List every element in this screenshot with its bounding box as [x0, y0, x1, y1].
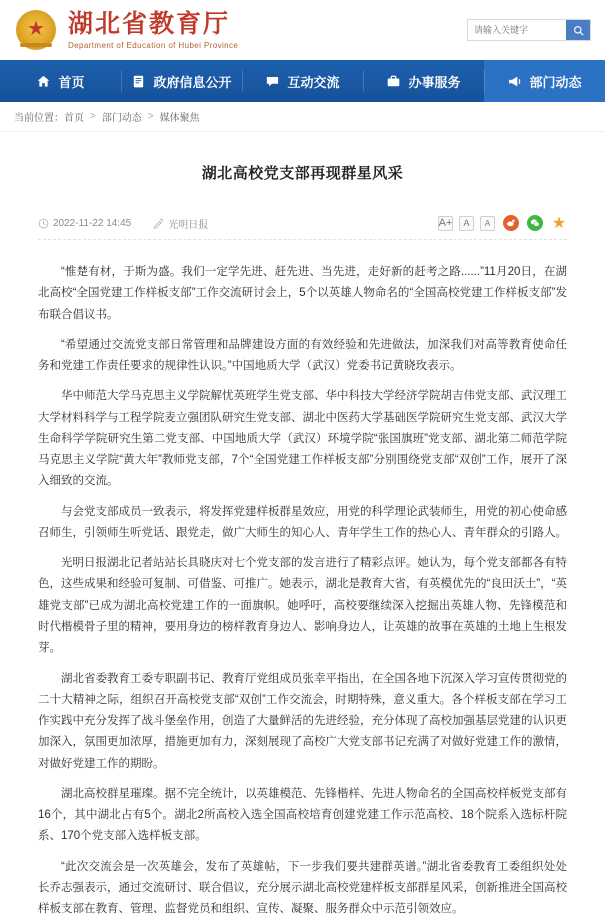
article-source-text: 光明日报 — [168, 219, 209, 231]
site-header — [0, 0, 605, 60]
breadcrumb-separator: > — [147, 111, 154, 122]
breadcrumb-separator: > — [90, 111, 96, 122]
nav-item-dept-news[interactable] — [484, 60, 605, 102]
nav-item-gov-info[interactable] — [121, 60, 242, 102]
site-title-cn: 湖北省教育厅 — [68, 9, 231, 39]
font-size-large-button[interactable]: A+ — [438, 217, 453, 229]
article-meta — [38, 215, 567, 240]
font-size-medium-button[interactable]: A — [459, 216, 474, 231]
breadcrumb-item-home[interactable]: 首页 — [64, 113, 84, 124]
nav-label: 首页 — [58, 74, 85, 90]
article-body — [38, 262, 567, 920]
nav-label: 政府信息公开 — [153, 74, 232, 90]
nav-item-services[interactable] — [363, 60, 484, 102]
font-size-small-button[interactable]: A — [480, 216, 495, 231]
main-navigation — [0, 60, 605, 102]
briefcase-icon — [386, 74, 401, 89]
article-paragraph: “此次交流会是一次英雄会，发布了英雄帖，下一步我们要共建群英谱。”湖北省委教育工委组织处处长乔志强表示，通过交流研讨、联合倡议，充分展示湖北高校党建样板支部群星风采，创新推进全国高校样板支部在教育、管理、监督党员和组织、宣传、凝聚、服务群众中示范引领效应。 — [38, 860, 567, 916]
article-paragraph: 湖北省委教育工委专职副书记、教育厅党组成员张幸平指出，在全国各地下沉深入学习宣传贯彻党的二十大精神之际，组织召开高校党支部“双创”工作交流会，时期特殊，意义重大。各个样板支部在学习工作实践中充分发挥了战斗堡垒作用，创造了大量鲜活的先进经验，充分体现了高校加强基层党建的认识更加深入，氛围更加浓厚，措施更加有力，深刻展现了高校广大党支部书记充满了对做好党建工作的激情，对做好党建工作的期盼。 — [38, 672, 567, 770]
site-title-en: Department of Education of Hubei Province — [68, 40, 239, 50]
publish-date-text: 2022-11-22 14:45 — [53, 217, 132, 229]
article-paragraph: “希望通过交流党支部日常管理和品牌建设方面的有效经验和先进做法，加深我们对高等教育使命任务和党建工作责任要求的规律性认识。”中国地质大学（武汉）党委书记黄晓玫表示。 — [38, 338, 567, 373]
wechat-icon[interactable] — [527, 215, 543, 231]
favorite-star-icon[interactable]: ★ — [551, 215, 567, 232]
pen-icon — [153, 218, 164, 229]
search-box[interactable] — [467, 19, 591, 41]
search-icon — [573, 25, 584, 36]
article-paragraph: 华中师范大学马克思主义学院解忧英班学生党支部、华中科技大学经济学院胡吉伟党支部、武汉理工大学材料科学与工程学院麦立强团队研究生党支部、湖北中医药大学基础医学院研究生党支部、武汉大学生命科学学院研究生第二党支部、中国地质大学（武汉）环境学院“张国旗班”党支部、湖北第二师范学院马克思主义学院“黄大年”教师党支部，7个“全国党建工作样板支部”分别围绕党支部“双创”工作，展开了深入细致的交流。 — [38, 390, 567, 488]
breadcrumb-item-dept-news[interactable]: 部门动态 — [101, 113, 142, 124]
nav-label: 互动交流 — [287, 74, 340, 90]
nav-item-interaction[interactable] — [242, 60, 363, 102]
publish-date — [38, 218, 131, 229]
article-paragraph: “惟楚有材，于斯为盛。我们一定学先进、赶先进、当先进，走好新的赶考之路......”11月20日，在湖北高校“全国党建工作样板支部”工作交流研讨会上，5个以英雄人物命名的“全国高校党建工作样板支部”发布联合倡议书。 — [38, 266, 567, 321]
chat-icon — [265, 74, 280, 89]
nav-label: 部门动态 — [529, 74, 582, 90]
page-title: 湖北高校党支部再现群星风采 — [201, 165, 404, 182]
article-paragraph: 湖北高校群星璀璨。据不完全统计，以英雄模范、先锋楷样、先进人物命名的全国高校样板党支部有16个，其中湖北占有5个。湖北2所高校入选全国高校培育创建党建工作示范高校、18个院系入选标杆院系、170个党支部入选样板支部。 — [38, 787, 567, 843]
megaphone-icon — [507, 74, 522, 89]
nav-label: 办事服务 — [408, 74, 461, 90]
national-emblem-icon: ★ — [14, 8, 58, 52]
sina-weibo-icon[interactable] — [503, 215, 519, 231]
breadcrumb-item-media-focus[interactable]: 媒体聚焦 — [159, 113, 200, 124]
site-title-block — [68, 10, 238, 50]
article-toolbar — [438, 215, 567, 231]
breadcrumb-label: 当前位置： — [14, 113, 64, 124]
search-input[interactable] — [468, 20, 566, 40]
document-icon — [131, 74, 146, 89]
breadcrumb — [0, 102, 605, 132]
article-container — [0, 162, 605, 920]
nav-item-home[interactable] — [0, 60, 121, 102]
article-paragraph: 光明日报湖北记者站站长具晓庆对七个党支部的发言进行了精彩点评。她认为，每个党支部都各有特色，这些成果和经验可复制、可借鉴、可推广。她表示，湖北是教育大省，有英模优先的“良田沃土”，“英雄党支部”已成为湖北高校党建工作的一面旗帜。她呼吁，高校要继续深入挖掘出英雄人物、先锋模范和时代楷模骨子里的精神，要用身边的榜样教育身边人、影响身边人，让英雄的故事在英雄的土地上生根发芽。 — [38, 557, 567, 655]
article-paragraph: 与会党支部成员一致表示，将发挥党建样板群星效应，用党的科学理论武装师生，用党的初心使命感召师生，引领师生听党话、跟党走，做广大师生的知心人、青年学生工作的热心人、青年群众的引路人。 — [38, 505, 567, 539]
home-icon — [36, 74, 51, 89]
search-button[interactable] — [566, 20, 590, 40]
article-source — [153, 216, 208, 231]
clock-icon — [38, 218, 49, 229]
